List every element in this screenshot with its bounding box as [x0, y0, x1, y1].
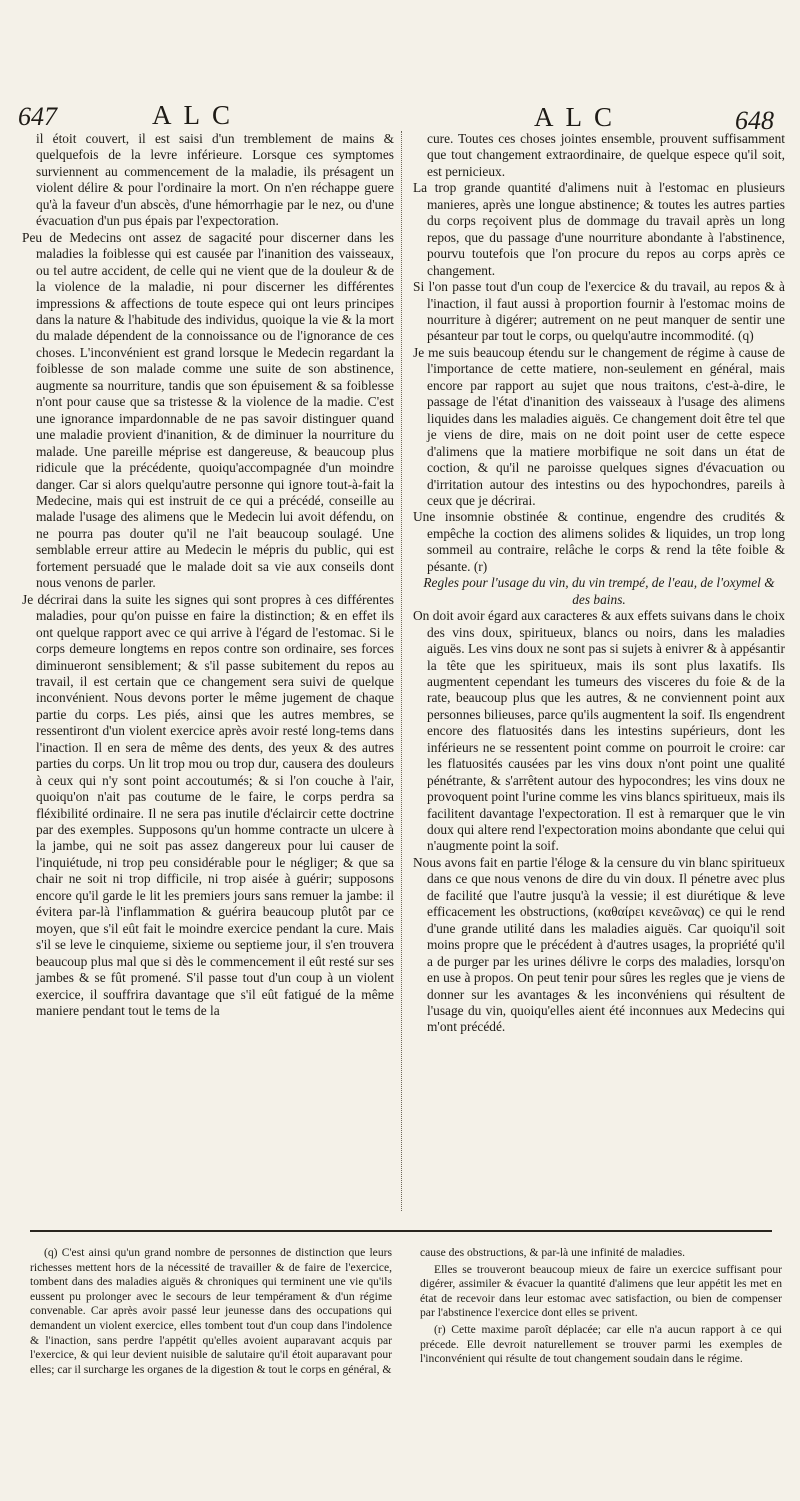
footnote-r: (r) Cette maxime paroît déplacée; car elle n'a aucun rapport à ce qui précede. Elle devroit naturellement se trouver parmi les exemples de l'inconvénient qui résulte de tout changement soudain dans le régime.	[420, 1322, 782, 1366]
paragraph: cure. Toutes ces choses jointes ensemble, prouvent suffisamment que tout changement extraordinaire, de quelque espece qu'il soit, est pernicieux.	[427, 131, 785, 179]
paragraph: Peu de Medecins ont assez de sagacité pour discerner dans les maladies la foiblesse qui est causée par l'inanition des vaisseaux, ou tel autre accident, de celle qui ne vient que de la douleur & de la violence de la maladie, ni pour discerner les différentes impressions & affections de toute espece qui ont leurs principes dans la nature & l'habitude des individus, quoique la vie & la mort du malade dépendent de la connoissance ou de l'ignorance de ces choses. L'inconvénient est grand lorsque le Medecin regardant la foiblesse de son malade comme une suite de son abstinence, augmente sa nourriture, tandis que son épuisement & sa foiblesse n'ont pour cause que sa tristesse & la violence de la madie. C'est une ignorance impardonnable de ne pas savoir distinguer quand une maladie provient d'inanition, & de diminuer la nourriture du malade. Une pareille méprise est dangereuse, & beaucoup plus ridicule que la précédente, quoiqu'accompagnée d'un moindre danger. Car si alors quelqu'autre personne qui ignore tout-à-fait la Medecine, mais qui est instruit de ce qui a précédé, conseille au malade l'usage des alimens que le Medecin lui avoit défendu, on ne pourra pas douter qu'il ne l'ait beaucoup soulagé. Une semblable erreur attire au Medecin le mépris du public, qui est fortement persuadé que le malade doit sa vie aux conseils dont nous venons de parler.	[22, 229, 394, 591]
right-column	[413, 131, 785, 1036]
footnotes-right	[420, 1246, 782, 1369]
left-running-title: ALC	[152, 100, 242, 130]
right-page-number: 648	[735, 106, 774, 135]
paragraph: Si l'on passe tout d'un coup de l'exercice & du travail, au repos & à l'inaction, il faut aussi à proportion fournir à l'estomac moins de nourriture à digérer; autrement on ne peut manquer de sentir une pésanteur par tout le corps, ou quelqu'autre incommodité. (q)	[413, 279, 785, 344]
paragraph: Une insomnie obstinée & continue, engendre des crudités & empêche la coction des alimens solides & liquides, un trop long sommeil au contraire, relâche le corps & rend la tête foible & pésante. (r)	[413, 509, 785, 574]
paragraph: Je décrirai dans la suite les signes qui sont propres à ces différentes maladies, pour qu'on puisse en faire la distinction; & en effet ils ont quelque rapport avec ce qui arrive à l'égard de l'estomac. Si le corps demeure longtems en repos contre son ordinaire, ses forces diminueront sensiblement; & s'il passe subitement du repos au travail, il est certain que ce changement sera suivi de quelque inconvénient. Nous devons porter le même jugement de chaque partie du corps. Les piés, ainsi que les autres membres, se ressentiront d'un violent exercice après avoir resté long-tems dans l'inaction. Il en sera de même des dents, des yeux & des autres parties du corps. Un lit trop mou ou trop dur, causera des douleurs à ceux qui n'y sont point accoutumés; & si l'on couche à l'air, quoiqu'on n'ait pas coutume de le faire, le corps perdra sa fléxibilité ordinaire. Il ne sera pas inutile d'éclaircir cette doctrine par des exemples. Supposons qu'un homme contracte un ulcere à la jambe, qui ne soit pas assez dangereux pour lui causer de l'inquiétude, ni trop peu considérable pour le négliger; & que sa chair ne soit ni trop difficile, ni trop aisée à guérir; supposons encore qu'il garde le lit les premiers jours sans remuer la jambe: il évitera par-là l'inflammation & guérira beaucoup plutôt par ce moyen, que s'il eût fait le moindre exercice pendant la cure. Mais s'il se leve le cinquieme, sixieme ou septieme jour, il s'en trouvera beaucoup plus mal que si dès le commencement il eût resté sur ses jambes & se fût promené. S'il passe tout d'un coup à un violent exercice, il souffrira davantage que s'il eût fatigué de la même maniere pendant tout le tems de la	[22, 591, 394, 1019]
right-running-title: ALC	[534, 102, 624, 132]
paragraph: Je me suis beaucoup étendu sur le changement de régime à cause de l'importance de cette matiere, non-seulement en général, mais encore par rapport au sujet que nous traitons, c'est-à-dire, le passage de l'état d'inanition des vaisseaux à l'usage des alimens liquides dans les maladies aiguës. Ce changement doit être tel que je viens de dire, mais on ne doit point user de cette espece d'alimens que la matiere morbifique ne soit dans un état de coction, & qu'il ne paroisse quelques signes d'évacuation ou d'irritation autour des intestins ou des hypochondres, pareils à ceux que je décrirai.	[413, 344, 785, 508]
paragraph: il étoit couvert, il est saisi d'un tremblement de mains & quelquefois de la levre inférieure. Lorsque ces symptomes surviennent au commencement de la maladie, ils présagent un violent délire & pour l'ordinaire la mort. On n'en réchappe guere qu'à la faveur d'un abscès, d'une hémorrhagie par le nez, ou d'une évacuation d'un pus épais par l'expectoration.	[36, 131, 394, 229]
footnote-q: (q) C'est ainsi qu'un grand nombre de personnes de distinction que leurs richesses mettent hors de la nécessité de travailler & de faire de l'exercice, tombent dans des maladies aiguës & chroniques qui terminent une vie qu'ils eussent pu prolonger avec le secours de leur tempérament & d'un régime convenable. Car après avoir passé leur jeunesse dans des occupations qui demandent un violent exercice, elles tombent tout d'un coup dans l'indolence & l'inaction, sans perdre l'appétit qu'elles avoient auparavant acquis par l'exercice, & qui leur devient nuisible de salutaire qu'il étoit auparavant pour elles; car il surcharge les organes de la digestion & tout le corps en général, &	[30, 1246, 392, 1376]
paragraph: La trop grande quantité d'alimens nuit à l'estomac en plusieurs manieres, après une longue abstinence; & toutes les autres parties du corps reçoivent plus de dommage du travail après un long repos, que du passage d'une nourriture abondante à l'abstinence, pourvu toutefois que l'on procure du repos au corps après ce changement.	[413, 180, 785, 278]
paragraph: Nous avons fait en partie l'éloge & la censure du vin blanc spiritueux dans ce que nous venons de dire du vin doux. Il pénetre avec plus de facilité que l'autre jusqu'à la vessie; il est diurétique & leve efficacement les obstructions, (καθαίρει κενεῶνας) ce qui le rend d'une grande utilité dans les maladies aiguës. Car quoiqu'il soit moins propre que le précédent à d'autres usages, la propriété qu'il a de purger par les urines délivre le corps des maladies, lorsqu'on en use à propos. On peut tenir pour sûres les regles que je viens de donner sur les avantages & les inconvéniens qui résultent de l'usage du vin, quoiqu'elles aient été inconnues aux Medecins qui m'ont précédé.	[413, 854, 785, 1035]
footnotes-left	[30, 1246, 392, 1379]
left-column	[22, 131, 394, 1019]
column-divider	[401, 131, 402, 1211]
footnote-q-continued: cause des obstructions, & par-là une infinité de maladies.	[420, 1246, 686, 1259]
footnote-rule	[30, 1230, 772, 1232]
left-page-number: 647	[18, 102, 57, 131]
section-heading: Regles pour l'usage du vin, du vin trempé, de l'eau, de l'oxymel & des bains.	[423, 575, 775, 607]
paragraph: On doit avoir égard aux caracteres & aux effets suivans dans le choix des vins doux, spiritueux, blancs ou noirs, dans les maladies aiguës. Les vins doux ne sont pas si sujets à enivrer & à appésantir la tête que les spiritueux, mais ils sont plus laxatifs. Ils augmentent cependant les tumeurs des visceres du foie & de la rate, beaucoup plus que les autres, & ne conviennent point aux personnes bilieuses, parce qu'ils augmentent la soif. Ils engendrent encore des flatuosités dans les intestins supérieurs, dont les inférieurs ne se ressentent point comme on pourroit le croire: car les flatuosités causées par les vins doux n'ont point une qualité pénétrante, & s'arrêtent autour des hypocondres; les vins doux ne provoquent point l'urine comme les vins blancs spiritueux, mais ils facilitent davantage l'expectoration. Il est à remarquer que le vin doux qui altere rend l'expectoration moins abondante que celui qui n'augmente point la soif.	[413, 608, 785, 854]
footnote-q-continued: Elles se trouveront beaucoup mieux de faire un exercice suffisant pour digérer, assimiler & évacuer la quantité d'alimens que leur appétit les met en état de recevoir dans leur estomac avec satisfaction, ou bien de compenser par l'abstinence l'exercice dont elles se privent.	[420, 1262, 782, 1320]
